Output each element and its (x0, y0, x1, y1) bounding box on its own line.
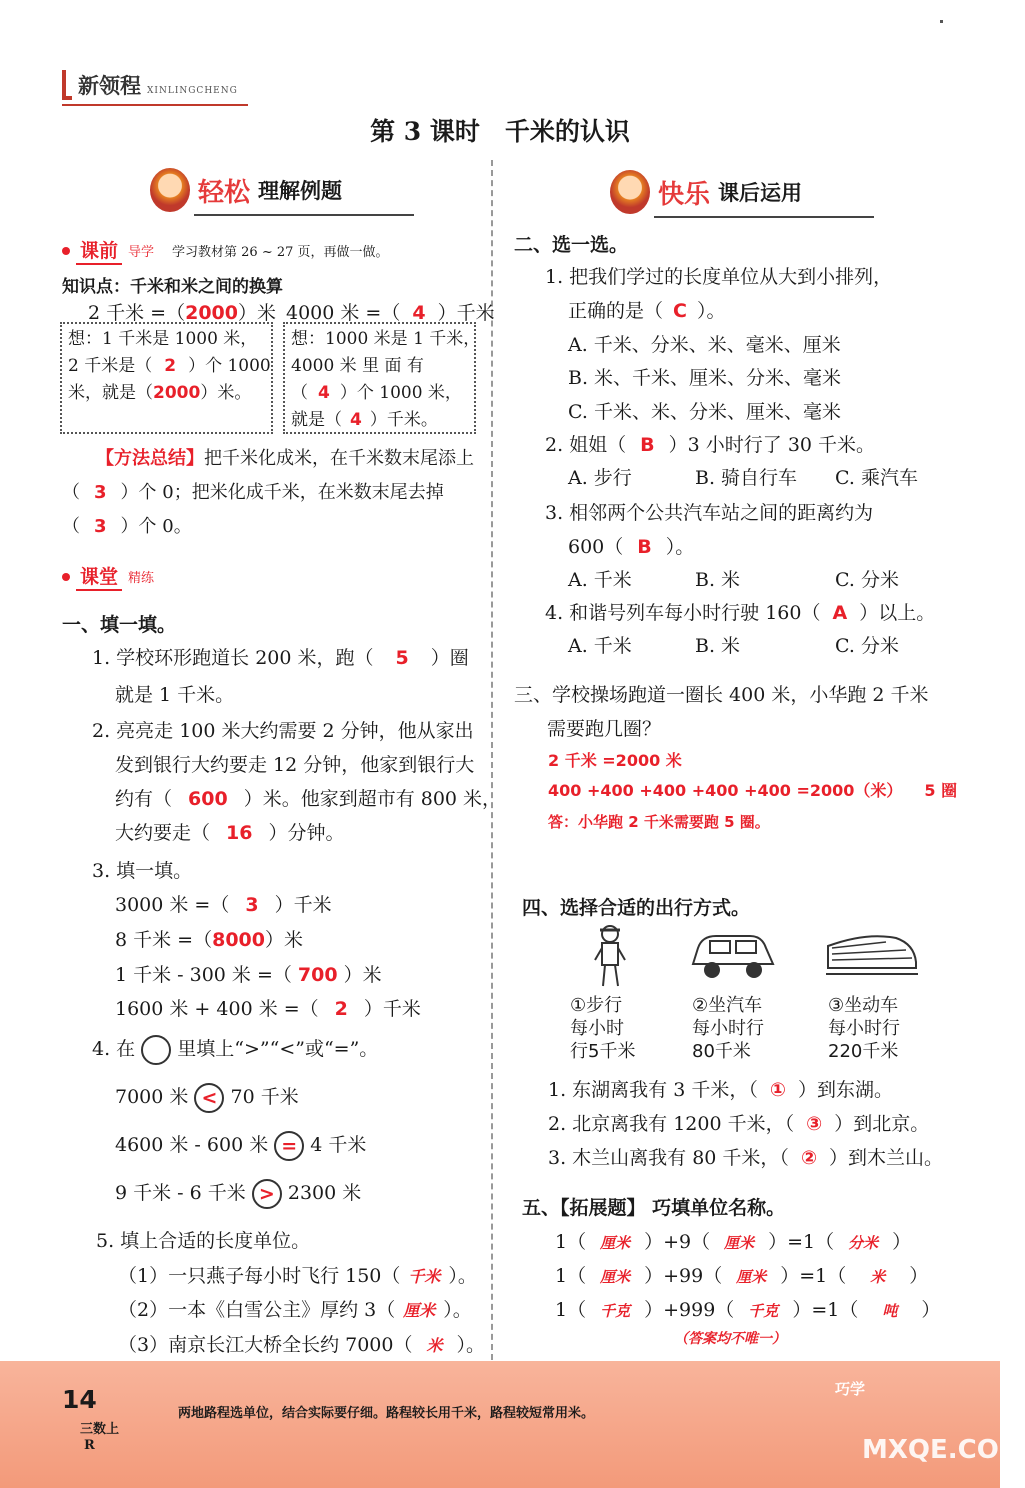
c2-option-b: B. 骑自行车 (695, 467, 798, 489)
c3-line2: 600（ B ）。 (568, 536, 695, 558)
q3-title: 3. 填一填。 (92, 860, 193, 882)
c3-option-c: C. 分米 (835, 569, 899, 591)
brand-mark-icon (62, 70, 72, 100)
footer-tip-text: 两地路程选单位，结合实际要仔细。路程较长用千米，路程较短常用米。 (178, 1406, 595, 1421)
c1-option-a: A. 千米、分米、米、毫米、厘米 (568, 334, 841, 356)
c4-option-b: B. 米 (695, 635, 741, 657)
s3-answer-3: 答：小华跑 2 千米需要跑 5 圈。 (548, 813, 770, 831)
q3-row1: 3000 米 =（ 3 ）千米 (115, 894, 332, 916)
c1-line1: 1. 把我们学过的长度单位从大到小排列， (545, 266, 893, 288)
watermark: MXQE.COM (862, 1435, 1025, 1465)
c3-line1: 3. 相邻两个公共汽车站之间的距离约为 (545, 502, 874, 524)
brand-name: 新领程 (78, 73, 141, 98)
option-walk: ①步行 每小时 行5千米 (570, 995, 636, 1062)
q4-title: 4. 在 里填上“>”“<”或“=”。 (92, 1034, 378, 1065)
q4-row3: 9 千米 - 6 千米 > 2300 米 (115, 1178, 361, 1209)
c4-option-a: A. 千米 (568, 635, 632, 657)
pre-tag: 课前 (76, 236, 122, 265)
q2-line3: 约有（ 600 ）米。他家到超市有 800 米， (115, 788, 502, 810)
c1-line2: 正确的是（ C ）。 (568, 300, 726, 322)
q5-title: 5. 填上合适的长度单位。 (96, 1230, 311, 1252)
c1-option-c: C. 千米、米、分米、厘米、毫米 (568, 401, 841, 423)
kid-icon (610, 170, 650, 214)
q3-row2: 8 千米 =（8000）米 (115, 929, 303, 951)
walker-icon (585, 922, 635, 990)
car-icon (688, 928, 778, 984)
footer-badge: 巧学 (835, 1380, 866, 1398)
c3-option-a: A. 千米 (568, 569, 632, 591)
bullet-icon (62, 573, 70, 581)
section-3-line1: 三、学校操场跑道一圈长 400 米，小华跑 2 千米 (514, 684, 929, 706)
banner-small: 理解例题 (258, 179, 343, 203)
banner-big: 轻松 (198, 177, 251, 208)
s5-row3: 1（ 千克 ）+999（ 千克 ）=1（ 吨 ） (555, 1299, 941, 1321)
s3-answer-2: 400 +400 +400 +400 +400 =2000（米） 5 圈 (548, 781, 958, 800)
section-5-title: 五、【拓展题】 巧填单位名称。 (522, 1197, 786, 1219)
c2-option-c: C. 乘汽车 (835, 467, 918, 489)
c4-option-c: C. 分米 (835, 635, 899, 657)
example-1: 2 千米 =（2000）米 (88, 302, 276, 324)
q2-line1: 2. 亮亮走 100 米大约需要 2 分钟，他从家出 (92, 720, 474, 742)
knowledge-point: 知识点：千米和米之间的换算 (62, 277, 283, 297)
class-sub: 精练 (128, 571, 155, 586)
section-3-line2: 需要跑几圈？ (547, 718, 662, 740)
bullet-icon (62, 247, 70, 255)
q4-row2: 4600 米 - 600 米 = 4 千米 (115, 1130, 366, 1161)
c1-option-b: B. 米、千米、厘米、分米、毫米 (568, 367, 842, 389)
pre-class-section (62, 236, 389, 265)
pre-text: 学习教材第 26 ~ 27 页，再做一做。 (172, 245, 389, 260)
q4-row1: 7000 米 < 70 千米 (115, 1082, 299, 1113)
grade-label: 三数上 (80, 1422, 120, 1437)
think-box-1: 想：1 千米是 1000 米， 2 千米是（ 2 ）个 1000 米，就是（2000）米。 (60, 322, 273, 434)
banner-big: 快乐 (658, 179, 711, 210)
q1-line1: 1. 学校环形跑道长 200 米，跑（ 5 ）圈 (92, 647, 469, 669)
q5-row1: （1）一只燕子每小时飞行 150（ 千米 ）。 (118, 1265, 477, 1287)
method-line-2: （ 3 ）个 0；把米化成千米，在米数末尾去掉 (62, 482, 444, 503)
s4-q1: 1. 东湖离我有 3 千米，（ ① ）到东湖。 (548, 1079, 893, 1101)
think-box-2: 想：1000 米是 1 千米， 4000 米 里 面 有 （ 4 ）个 1000 米， 就是（ 4 ）千米。 (283, 322, 476, 434)
q3-row4: 1600 米 + 400 米 =（ 2 ）千米 (115, 998, 421, 1020)
s5-row2: 1（ 厘米 ）+99（ 厘米 ）=1（ 米 ） (555, 1265, 929, 1287)
c2-option-a: A. 步行 (568, 467, 632, 489)
method-line-3: （ 3 ）个 0。 (62, 516, 192, 537)
corner-mark (940, 20, 943, 23)
section-4-title: 四、选择合适的出行方式。 (522, 897, 751, 919)
empty-circle-icon (141, 1035, 171, 1065)
example-2: 4000 米 =（ 4 ）千米 (286, 302, 495, 324)
s5-row1: 1（ 厘米 ）+9（ 厘米 ）=1（ 分米 ） (555, 1231, 912, 1253)
edition-label: R (84, 1438, 95, 1453)
section-1-title: 一、填一填。 (62, 614, 177, 636)
train-icon (826, 928, 918, 980)
banner-small: 课后运用 (718, 181, 803, 205)
pre-sub: 导学 (128, 245, 155, 260)
c4-line: 4. 和谐号列车每小时行驶 160（ A ）以上。 (545, 602, 936, 624)
s4-q2: 2. 北京离我有 1200 千米，（ ③ ）到北京。 (548, 1113, 930, 1135)
class-tag: 课堂 (76, 562, 122, 591)
q3-row3: 1 千米 - 300 米 =（ 700 ）米 (115, 964, 382, 986)
c3-option-b: B. 米 (695, 569, 741, 591)
option-car: ②坐汽车 每小时行 80千米 (692, 995, 764, 1062)
q2-line4: 大约要走（ 16 ）分钟。 (115, 822, 345, 844)
page-title: 第 3 课时 千米的认识 (370, 117, 630, 146)
right-banner (610, 170, 802, 214)
q5-row2: （2）一本《白雪公主》厚约 3（ 厘米 ）。 (118, 1299, 472, 1321)
brand-logo (62, 70, 238, 100)
s3-answer-1: 2 千米 =2000 米 (548, 751, 682, 770)
left-banner (150, 168, 342, 212)
page-number: 14 (62, 1385, 97, 1414)
column-divider (491, 160, 493, 1360)
s5-note: （答案均不唯一） (674, 1331, 786, 1347)
q1-line2: 就是 1 千米。 (115, 684, 235, 706)
q2-line2: 发到银行大约要走 12 分钟，他家到银行大 (115, 754, 475, 776)
q5-row3: （3）南京长江大桥全长约 7000（ 米 ）。 (118, 1334, 486, 1356)
s4-q3: 3. 木兰山离我有 80 千米，（ ② ）到木兰山。 (548, 1147, 944, 1169)
section-2-title: 二、选一选。 (514, 234, 629, 256)
method-line-1: 【方法总结】把千米化成米，在千米数末尾添上 (96, 448, 474, 469)
brand-name-en: XINLINGCHENG (147, 86, 238, 96)
in-class-section (62, 562, 154, 591)
kid-icon (150, 168, 190, 212)
c2-line: 2. 姐姐（ B ）3 小时行了 30 千米。 (545, 434, 876, 456)
option-train: ③坐动车 每小时行 220千米 (828, 995, 900, 1062)
